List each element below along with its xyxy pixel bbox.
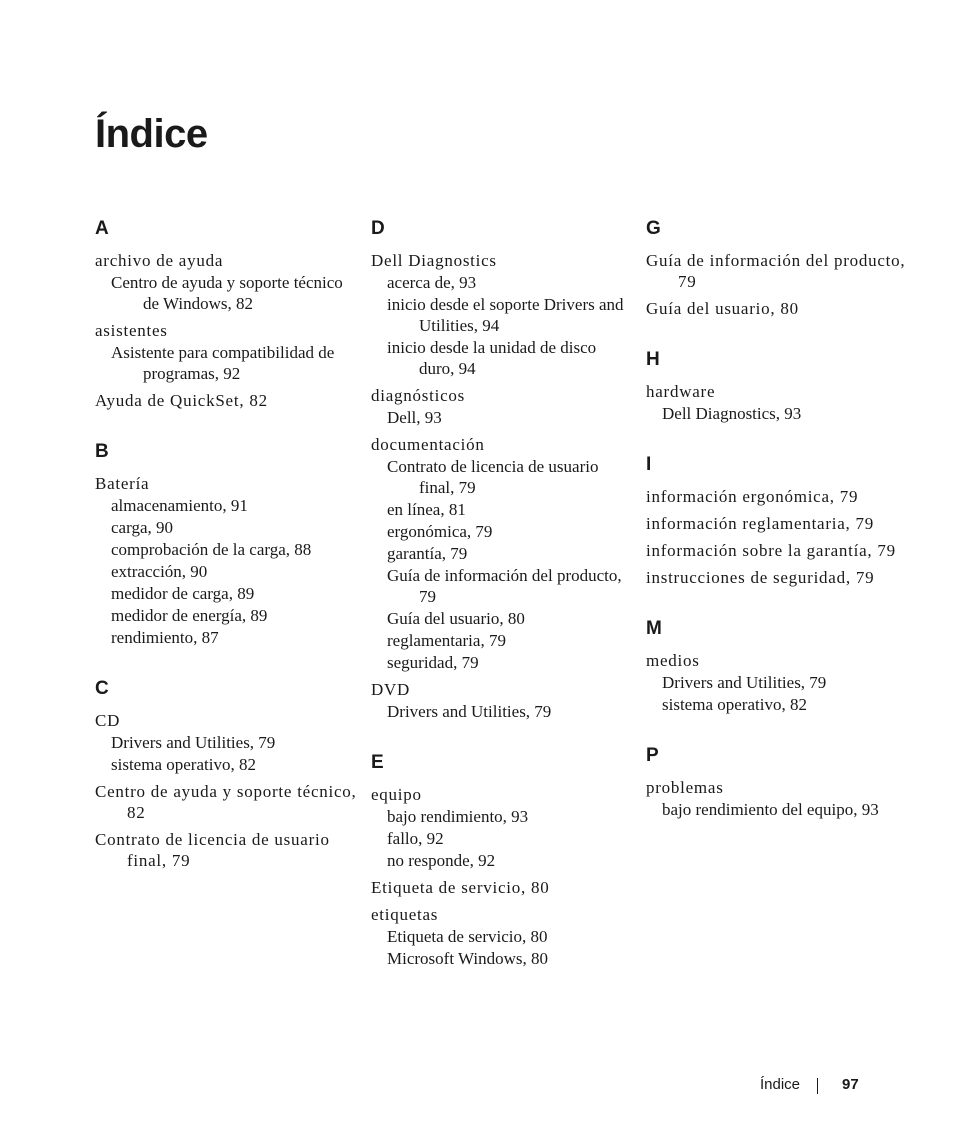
index-entry bbox=[646, 567, 908, 588]
index-section-p bbox=[646, 745, 908, 820]
index-entry bbox=[646, 381, 908, 424]
index-subterm: extracción, 90 bbox=[111, 562, 208, 581]
index-subterm: Drivers and Utilities, 79 bbox=[662, 673, 827, 692]
index-entry bbox=[371, 679, 633, 722]
index-entry bbox=[371, 904, 633, 969]
index-entry bbox=[95, 473, 357, 648]
index-subterm: Drivers and Utilities, 79 bbox=[111, 733, 276, 752]
index-term: documentación bbox=[371, 435, 485, 454]
section-letter: C bbox=[95, 678, 109, 699]
index-entry bbox=[95, 250, 357, 314]
index-subterm: Guía del usuario, 80 bbox=[387, 609, 525, 628]
index-subterm: en línea, 81 bbox=[387, 500, 466, 519]
index-term: diagnósticos bbox=[371, 386, 465, 405]
index-entry bbox=[371, 784, 633, 871]
index-subterm: Centro de ayuda y soporte técnico de Windows, 82 bbox=[111, 273, 343, 313]
index-column-1 bbox=[95, 218, 357, 901]
index-term: asistentes bbox=[95, 321, 168, 340]
index-subterm: Guía de información del producto, 79 bbox=[387, 566, 622, 606]
index-subterm: Dell Diagnostics, 93 bbox=[662, 404, 802, 423]
section-letter: I bbox=[646, 454, 652, 475]
index-entry bbox=[646, 486, 908, 507]
index-subterm: Microsoft Windows, 80 bbox=[387, 949, 548, 968]
index-subterm: medidor de carga, 89 bbox=[111, 584, 255, 603]
index-subterm: sistema operativo, 82 bbox=[111, 755, 256, 774]
index-section-m bbox=[646, 618, 908, 715]
section-letter: P bbox=[646, 745, 659, 766]
section-letter: B bbox=[95, 441, 109, 462]
index-subterm: rendimiento, 87 bbox=[111, 628, 219, 647]
index-subterm: almacenamiento, 91 bbox=[111, 496, 248, 515]
index-subterm: seguridad, 79 bbox=[387, 653, 479, 672]
index-entry bbox=[646, 540, 908, 561]
index-subterm: Contrato de licencia de usuario final, 79 bbox=[387, 457, 599, 497]
index-subterm: reglamentaria, 79 bbox=[387, 631, 506, 650]
index-term: información reglamentaria, 79 bbox=[646, 514, 875, 533]
index-term: información sobre la garantía, 79 bbox=[646, 541, 896, 560]
index-entry bbox=[95, 829, 357, 871]
index-entry bbox=[646, 513, 908, 534]
index-subterm: Asistente para compatibilidad de programas, 92 bbox=[111, 343, 335, 383]
index-subterm: sistema operativo, 82 bbox=[662, 695, 807, 714]
index-term: Guía del usuario, 80 bbox=[646, 299, 799, 318]
index-entry bbox=[371, 385, 633, 428]
index-subterm: fallo, 92 bbox=[387, 829, 444, 848]
index-term: Contrato de licencia de usuario final, 79 bbox=[95, 830, 330, 870]
index-entry bbox=[95, 320, 357, 384]
index-subterm: bajo rendimiento del equipo, 93 bbox=[662, 800, 879, 819]
page-number: 97 bbox=[842, 1076, 859, 1093]
index-entry bbox=[371, 250, 633, 379]
index-subterm: comprobación de la carga, 88 bbox=[111, 540, 312, 559]
index-term: equipo bbox=[371, 785, 422, 804]
index-subterm: Dell, 93 bbox=[387, 408, 442, 427]
index-subterm: garantía, 79 bbox=[387, 544, 468, 563]
index-term: CD bbox=[95, 711, 121, 730]
index-entry bbox=[95, 390, 357, 411]
index-term: etiquetas bbox=[371, 905, 439, 924]
index-entry bbox=[371, 434, 633, 673]
index-term: Batería bbox=[95, 474, 150, 493]
index-term: Centro de ayuda y soporte técnico, 82 bbox=[95, 782, 357, 822]
index-term: problemas bbox=[646, 778, 724, 797]
section-letter: D bbox=[371, 218, 385, 239]
index-term: DVD bbox=[371, 680, 411, 699]
index-subterm: Drivers and Utilities, 79 bbox=[387, 702, 552, 721]
index-subterm: bajo rendimiento, 93 bbox=[387, 807, 529, 826]
index-section-i bbox=[646, 454, 908, 588]
section-letter: M bbox=[646, 618, 662, 639]
index-term: Dell Diagnostics bbox=[371, 251, 497, 270]
index-entry bbox=[95, 781, 357, 823]
index-section-c bbox=[95, 678, 357, 871]
index-column-2 bbox=[371, 218, 633, 999]
index-entry bbox=[646, 650, 908, 715]
footer-label: Índice bbox=[760, 1076, 801, 1093]
index-subterm: carga, 90 bbox=[111, 518, 173, 537]
index-subterm: Etiqueta de servicio, 80 bbox=[387, 927, 548, 946]
index-term: información ergonómica, 79 bbox=[646, 487, 859, 506]
page-title: Índice bbox=[95, 112, 208, 156]
section-letter: G bbox=[646, 218, 661, 239]
index-subterm: no responde, 92 bbox=[387, 851, 496, 870]
section-letter: A bbox=[95, 218, 109, 239]
section-letter: H bbox=[646, 349, 660, 370]
index-entry bbox=[646, 250, 908, 292]
index-term: instrucciones de seguridad, 79 bbox=[646, 568, 875, 587]
index-subterm: inicio desde el soporte Drivers and Utilities, 94 bbox=[387, 295, 624, 335]
index-section-g bbox=[646, 218, 908, 319]
index-subterm: medidor de energía, 89 bbox=[111, 606, 268, 625]
index-entry bbox=[371, 877, 633, 898]
index-term: hardware bbox=[646, 382, 716, 401]
index-term: medios bbox=[646, 651, 700, 670]
index-entry bbox=[95, 710, 357, 775]
index-entry bbox=[646, 777, 908, 820]
index-section-a bbox=[95, 218, 357, 411]
footer-divider bbox=[817, 1078, 818, 1094]
index-term: Etiqueta de servicio, 80 bbox=[371, 878, 550, 897]
index-subterm: ergonómica, 79 bbox=[387, 522, 493, 541]
index-column-3 bbox=[646, 218, 908, 850]
index-term: Ayuda de QuickSet, 82 bbox=[95, 391, 268, 410]
index-subterm: inicio desde la unidad de disco duro, 94 bbox=[387, 338, 597, 378]
index-entry bbox=[646, 298, 908, 319]
index-section-e bbox=[371, 752, 633, 969]
index-term: archivo de ayuda bbox=[95, 251, 224, 270]
index-term: Guía de información del producto, 79 bbox=[646, 251, 906, 291]
index-section-b bbox=[95, 441, 357, 648]
index-section-h bbox=[646, 349, 908, 424]
index-subterm: acerca de, 93 bbox=[387, 273, 477, 292]
index-section-d bbox=[371, 218, 633, 722]
section-letter: E bbox=[371, 752, 384, 773]
